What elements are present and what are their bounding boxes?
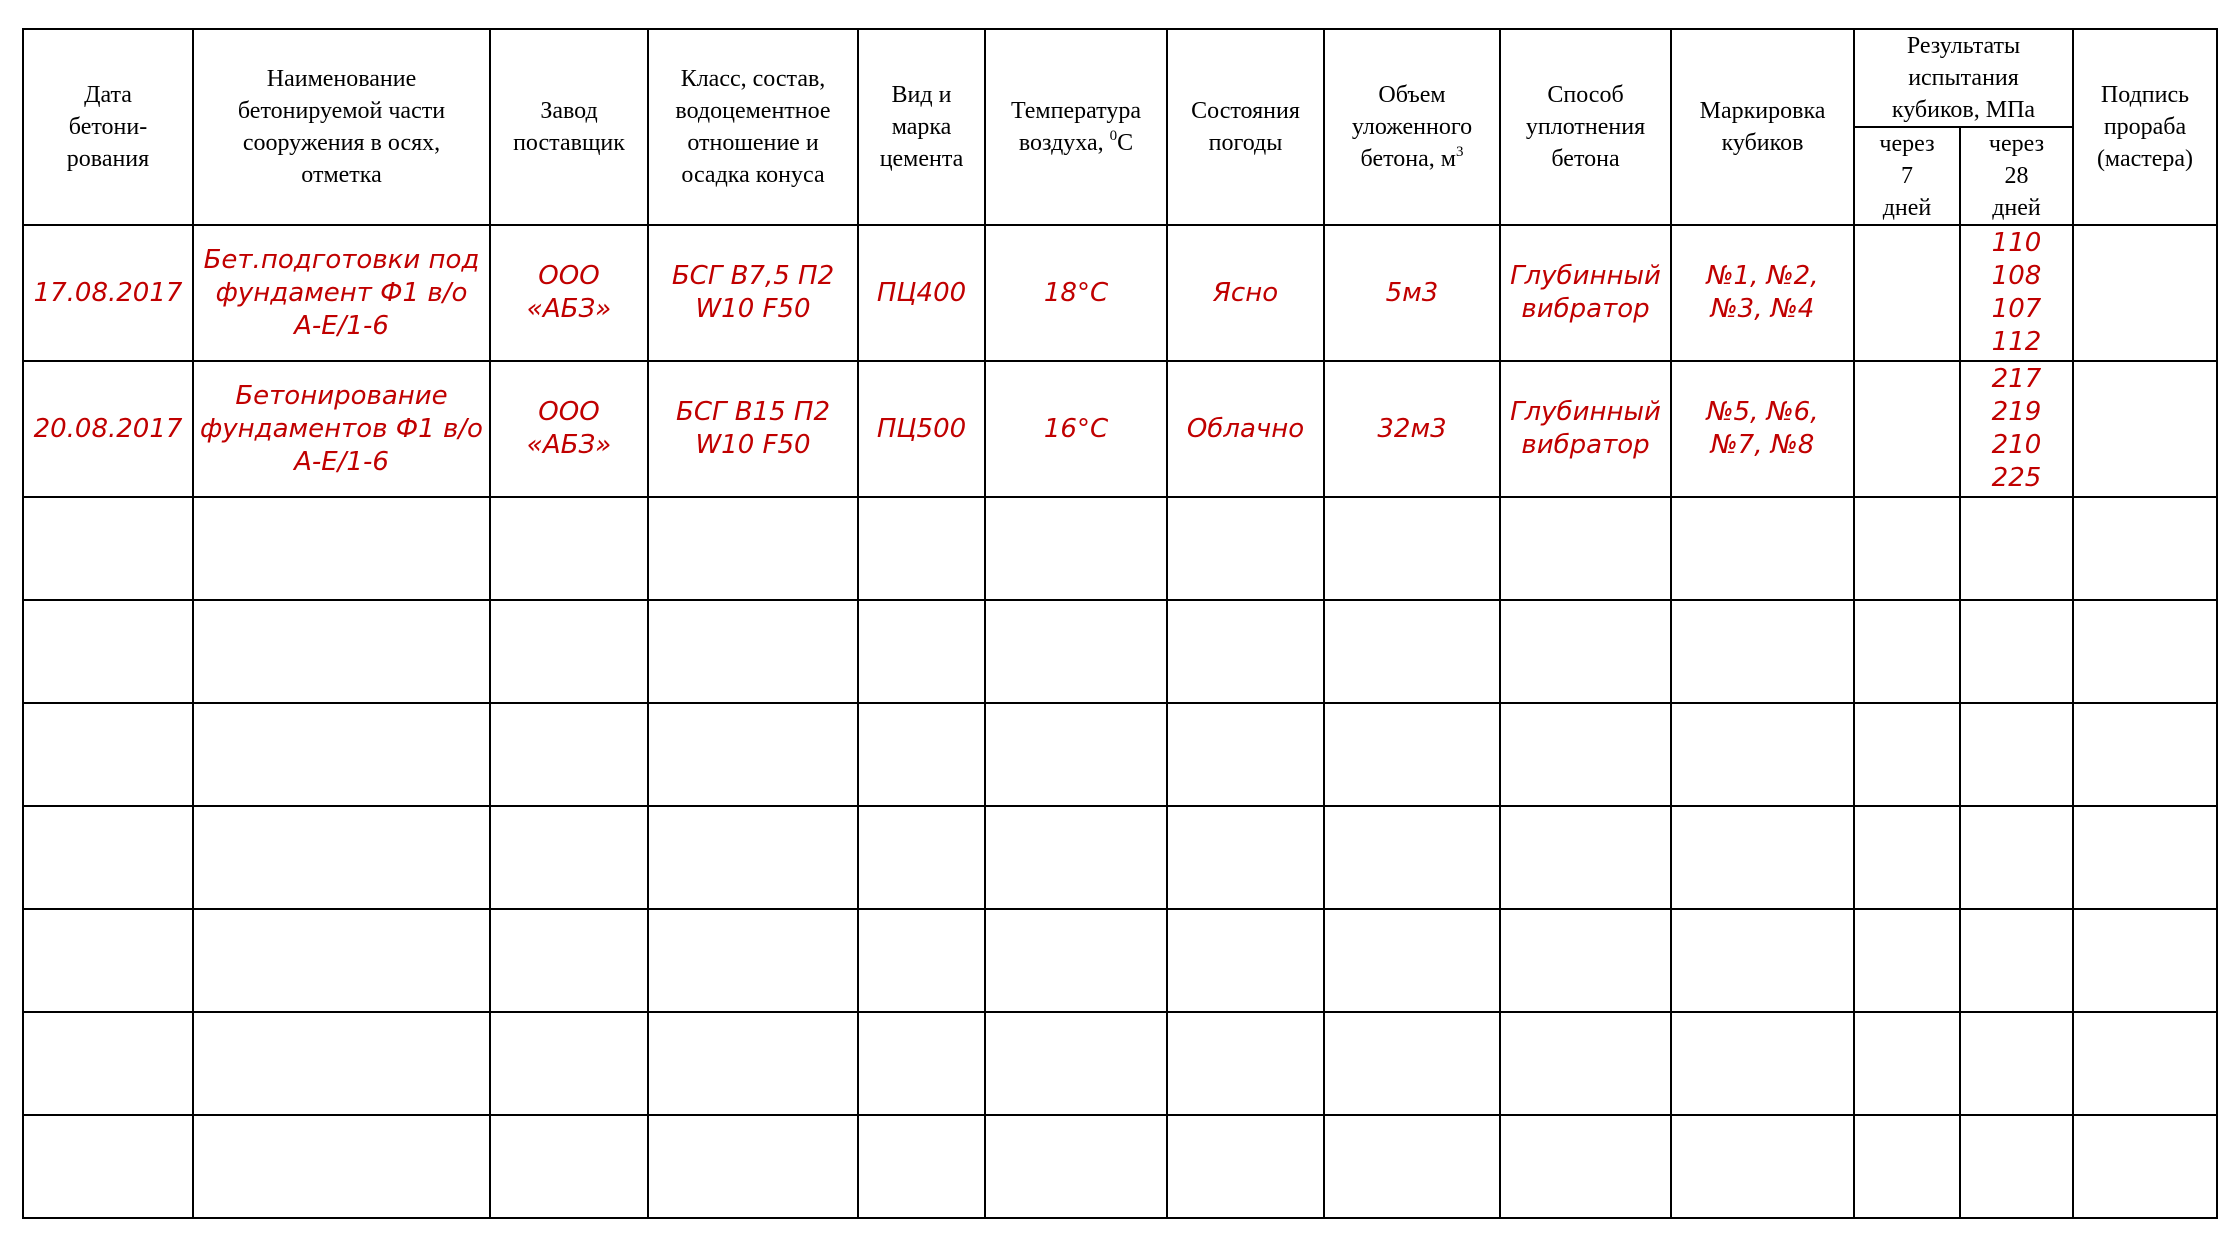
table-row xyxy=(23,225,2217,361)
empty-cell xyxy=(1671,806,1854,909)
empty-cell xyxy=(1500,909,1671,1012)
empty-cell xyxy=(1167,1115,1324,1218)
empty-cell xyxy=(648,1012,858,1115)
empty-cell xyxy=(490,1115,648,1218)
empty-table-row xyxy=(23,1012,2217,1115)
header-temp-unit: С xyxy=(1117,130,1134,156)
empty-cell xyxy=(1960,1012,2073,1115)
empty-cell xyxy=(1167,703,1324,806)
empty-cell xyxy=(648,703,858,806)
header-volume xyxy=(1324,29,1500,225)
empty-cell xyxy=(1500,600,1671,703)
concrete-works-journal-table xyxy=(22,28,2218,1219)
empty-cell xyxy=(1671,1115,1854,1218)
cell-cube-marking: №5, №6, №7, №8 xyxy=(1671,361,1854,497)
empty-cell xyxy=(985,806,1167,909)
empty-cell xyxy=(193,1012,490,1115)
empty-cell xyxy=(985,1012,1167,1115)
empty-table-row xyxy=(23,600,2217,703)
empty-cell xyxy=(1671,703,1854,806)
empty-cell xyxy=(1167,600,1324,703)
header-air-temperature xyxy=(985,29,1167,225)
header-compaction: Способ уплотнения бетона xyxy=(1500,29,1671,225)
cell-date: 20.08.2017 xyxy=(23,361,193,497)
empty-cell xyxy=(985,1115,1167,1218)
empty-cell xyxy=(1960,909,2073,1012)
cell-cement: ПЦ400 xyxy=(858,225,985,361)
empty-cell xyxy=(1500,1115,1671,1218)
empty-cell xyxy=(648,806,858,909)
empty-cell xyxy=(2073,806,2217,909)
table-row xyxy=(23,361,2217,497)
cell-results-7-days xyxy=(1854,225,1960,361)
header-cube-marking: Маркировка кубиков xyxy=(1671,29,1854,225)
empty-cell xyxy=(1854,1115,1960,1218)
empty-cell xyxy=(490,1012,648,1115)
cell-weather: Ясно xyxy=(1167,225,1324,361)
header-date: Дата бетони- рования xyxy=(23,29,193,225)
table-header xyxy=(23,29,2217,225)
empty-cell xyxy=(490,806,648,909)
empty-cell xyxy=(23,600,193,703)
cell-supplier: ООО «АБЗ» xyxy=(490,361,648,497)
cell-concrete-class: БСГ В7,5 П2 W10 F50 xyxy=(648,225,858,361)
header-structure-part: Наименование бетонируемой части сооружения в осях, отметка xyxy=(193,29,490,225)
empty-cell xyxy=(2073,600,2217,703)
empty-cell xyxy=(1324,703,1500,806)
empty-table-row xyxy=(23,806,2217,909)
cell-structure-part: Бетонирование фундаментов Ф1 в/о А-Е/1-6 xyxy=(193,361,490,497)
empty-cell xyxy=(23,1115,193,1218)
cell-cement: ПЦ500 xyxy=(858,361,985,497)
empty-cell xyxy=(2073,1012,2217,1115)
empty-cell xyxy=(193,909,490,1012)
cell-supplier: ООО «АБЗ» xyxy=(490,225,648,361)
empty-table-row xyxy=(23,703,2217,806)
empty-cell xyxy=(1324,497,1500,600)
empty-cell xyxy=(23,497,193,600)
empty-cell xyxy=(1671,497,1854,600)
table-body xyxy=(23,225,2217,1218)
header-weather: Состояния погоды xyxy=(1167,29,1324,225)
header-signature: Подпись прораба (мастера) xyxy=(2073,29,2217,225)
empty-cell xyxy=(1500,1012,1671,1115)
empty-cell xyxy=(985,497,1167,600)
empty-cell xyxy=(490,600,648,703)
empty-cell xyxy=(1960,806,2073,909)
empty-cell xyxy=(193,1115,490,1218)
cell-results-28-days: 110 108 107 112 xyxy=(1960,225,2073,361)
cell-compaction: Глубинный вибратор xyxy=(1500,225,1671,361)
empty-cell xyxy=(490,909,648,1012)
empty-cell xyxy=(985,600,1167,703)
cell-volume: 32м3 xyxy=(1324,361,1500,497)
empty-cell xyxy=(648,497,858,600)
empty-cell xyxy=(1854,497,1960,600)
empty-cell xyxy=(2073,497,2217,600)
empty-cell xyxy=(1671,600,1854,703)
empty-cell xyxy=(1960,497,2073,600)
empty-cell xyxy=(1324,806,1500,909)
empty-cell xyxy=(1671,1012,1854,1115)
cell-date: 17.08.2017 xyxy=(23,225,193,361)
header-supplier: Завод поставщик xyxy=(490,29,648,225)
empty-cell xyxy=(985,909,1167,1012)
header-test-results: Результаты испытания кубиков, МПа xyxy=(1854,29,2073,127)
empty-cell xyxy=(858,1012,985,1115)
empty-cell xyxy=(1324,909,1500,1012)
cell-signature xyxy=(2073,361,2217,497)
cell-results-7-days xyxy=(1854,361,1960,497)
empty-cell xyxy=(858,909,985,1012)
empty-cell xyxy=(193,703,490,806)
empty-cell xyxy=(858,806,985,909)
empty-cell xyxy=(2073,703,2217,806)
empty-cell xyxy=(858,497,985,600)
cell-volume: 5м3 xyxy=(1324,225,1500,361)
empty-cell xyxy=(193,806,490,909)
header-volume-text: Объем уложенного бетона, м xyxy=(1351,82,1473,172)
empty-cell xyxy=(648,1115,858,1218)
empty-cell xyxy=(1671,909,1854,1012)
empty-cell xyxy=(1167,1012,1324,1115)
header-concrete-class: Класс, состав, водоцементное отношение и осадка конуса xyxy=(648,29,858,225)
cell-cube-marking: №1, №2, №3, №4 xyxy=(1671,225,1854,361)
cell-weather: Облачно xyxy=(1167,361,1324,497)
header-cement: Вид и марка цемента xyxy=(858,29,985,225)
cell-signature xyxy=(2073,225,2217,361)
empty-cell xyxy=(1960,600,2073,703)
empty-cell xyxy=(858,1115,985,1218)
empty-cell xyxy=(1960,703,2073,806)
empty-cell xyxy=(490,497,648,600)
empty-cell xyxy=(1854,909,1960,1012)
cell-air-temperature: 18°C xyxy=(985,225,1167,361)
header-temp-text: Температура воздуха, xyxy=(1011,98,1141,156)
empty-cell xyxy=(1500,703,1671,806)
empty-cell xyxy=(2073,909,2217,1012)
cell-air-temperature: 16°C xyxy=(985,361,1167,497)
empty-cell xyxy=(490,703,648,806)
empty-cell xyxy=(858,600,985,703)
cell-concrete-class: БСГ В15 П2 W10 F50 xyxy=(648,361,858,497)
empty-cell xyxy=(1167,909,1324,1012)
empty-cell xyxy=(23,909,193,1012)
empty-table-row xyxy=(23,909,2217,1012)
empty-cell xyxy=(2073,1115,2217,1218)
empty-cell xyxy=(1167,497,1324,600)
empty-cell xyxy=(1500,497,1671,600)
empty-cell xyxy=(985,703,1167,806)
empty-cell xyxy=(1854,806,1960,909)
empty-cell xyxy=(193,497,490,600)
empty-cell xyxy=(1854,600,1960,703)
empty-cell xyxy=(1324,1012,1500,1115)
empty-cell xyxy=(1324,1115,1500,1218)
cell-compaction: Глубинный вибратор xyxy=(1500,361,1671,497)
header-results-28-days: через 28 дней xyxy=(1960,127,2073,225)
empty-cell xyxy=(1167,806,1324,909)
empty-table-row xyxy=(23,497,2217,600)
empty-cell xyxy=(648,909,858,1012)
empty-cell xyxy=(1854,703,1960,806)
empty-cell xyxy=(858,703,985,806)
empty-cell xyxy=(648,600,858,703)
cell-results-28-days: 217 219 210 225 xyxy=(1960,361,2073,497)
empty-cell xyxy=(1500,806,1671,909)
empty-cell xyxy=(193,600,490,703)
empty-cell xyxy=(23,1012,193,1115)
header-temp-sup: 0 xyxy=(1109,128,1118,144)
empty-cell xyxy=(23,703,193,806)
header-volume-sup: 3 xyxy=(1455,144,1464,160)
empty-cell xyxy=(23,806,193,909)
header-results-7-days: через 7 дней xyxy=(1854,127,1960,225)
empty-cell xyxy=(1854,1012,1960,1115)
cell-structure-part: Бет.подготовки под фундамент Ф1 в/о А-Е/1-6 xyxy=(193,225,490,361)
empty-cell xyxy=(1324,600,1500,703)
empty-table-row xyxy=(23,1115,2217,1218)
empty-cell xyxy=(1960,1115,2073,1218)
